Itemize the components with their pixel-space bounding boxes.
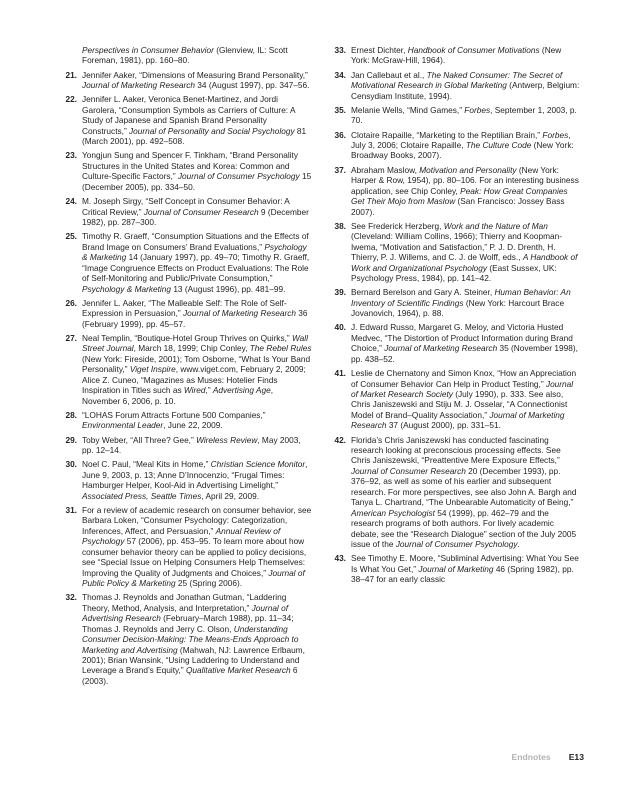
note-text: Toby Weber, “All Three? Gee,” Wireless Review, May 2003, pp. 12–14. — [82, 434, 301, 456]
endnote-38 — [331, 221, 581, 284]
note-number: 29. — [65, 434, 77, 445]
endnote-42 — [331, 435, 581, 550]
note-text: Clotaire Rapaille, “Marketing to the Reptilian Brain,” Forbes, July 3, 2006; Clotaire Rapaille, The Culture Code (New York: Broadway Books, 2007). — [351, 129, 574, 161]
note-number: 39. — [334, 287, 346, 298]
endnote-39 — [331, 287, 581, 318]
note-number: 37. — [334, 164, 346, 175]
endnote-21 — [62, 70, 312, 91]
note-text: Yongjun Sung and Spencer F. Tinkham, “Brand Personality Structures in the United States and Korea: Common and Culture-Specific Factors,” Journal of Consumer Psychology 15 (December 2005), pp. 334–50. — [82, 150, 312, 192]
endnote-32 — [62, 592, 312, 686]
note-number: 23. — [65, 150, 77, 161]
note-text: Neal Templin, “Boutique-Hotel Group Thrives on Quirks,” Wall Street Journal, March 18, 1999; Chip Conley, The Rebel Rules (New York: Fireside, 2001); Tom Osborne, “What Is Your Band Personality,” Viget Inspire, www.viget.com, February 2, 2009; Alice Z. Cuneo, “Magazines as Muses: Hotelier Finds Inspiration in Titles such as Wired,” Advertising Age, November 6, 2006, p. 10. — [82, 332, 312, 406]
note-number: 22. — [65, 94, 77, 105]
note-text: J. Edward Russo, Margaret G. Meloy, and Victoria Husted Medvec, “The Distortion of Product Information during Brand Choice,” Journal of Marketing Research 35 (November 1998), pp. 438–52. — [351, 322, 578, 364]
note-text: Perspectives in Consumer Behavior (Glenview, IL: Scott Foreman, 1981), pp. 160–80. — [82, 45, 288, 66]
note-number: 31. — [65, 504, 77, 515]
note-number: 27. — [65, 332, 77, 343]
endnote-27 — [62, 333, 312, 406]
footer-section-label: Endnotes — [511, 752, 551, 762]
note-number: 30. — [65, 459, 77, 470]
note-number: 24. — [65, 196, 77, 207]
note-number: 21. — [65, 69, 77, 80]
endnote-25 — [62, 231, 312, 294]
endnote-continued — [62, 45, 312, 66]
endnote-22 — [62, 94, 312, 146]
note-text: See Frederick Herzberg, Work and the Nature of Man (Cleveland: William Collins, 1966); Thierry and Koopman-Iwema, “Motivation and Satisfaction,” P. J. D. Drenth, H. Thierry, P. J. Willems, and C. J. de Wolff, eds., A Handbook of Work and Organizational Psychology (East Sussex, UK: Psychology Press, 1984), pp. 141–42. — [351, 220, 578, 284]
note-text: Melanie Wells, “Mind Games,” Forbes, September 1, 2003, p. 70. — [351, 104, 577, 126]
note-text: Jennifer L. Aaker, Veronica Benet-Martinez, and Jordi Garolera, “Consumption Symbols as Carriers of Culture: A Study of Japanese and Spanish Brand Personality Constructs,” Journal of Personality and Social Psychology 81 (March 2001), pp. 492–508. — [82, 94, 307, 147]
endnote-36 — [331, 130, 581, 161]
note-text: Noel C. Paul, “Meal Kits in Home,” Christian Science Monitor, June 9, 2003, p. 13; Anne D’Innocenzio, “Frugal Times: Hamburger Helper, Kool-Aid in Advertising Limelight,” Associated Press, Seattle Times, April 29, 2009. — [82, 459, 308, 501]
endnote-40 — [331, 322, 581, 364]
endnote-34 — [331, 70, 581, 101]
endnote-23 — [62, 150, 312, 192]
endnote-43 — [331, 553, 581, 584]
endnote-33 — [331, 45, 581, 66]
note-text: For a review of academic research on consumer behavior, see Barbara Loken, “Consumer Psychology: Categorization, Inferences, Affect, and Persuasion,” Annual Review of Psychology 57 (2006), pp. 453–95. To learn more about how consumer behavior theory can be applied to policy decisions, see “Special Issue on Helping Consumers Help Themselves: Improving the Quality of Judgments and Choices,” Journal of Public Policy & Marketing 25 (Spring 2006). — [82, 504, 312, 589]
endnote-37 — [331, 165, 581, 217]
note-text: Jennifer L. Aaker, “The Malleable Self: The Role of Self-Expression in Persuasion,” Journal of Marketing Research 36 (February 1999), pp. 45–57. — [82, 297, 308, 329]
note-number: 25. — [65, 231, 77, 242]
note-text: Thomas J. Reynolds and Jonathan Gutman, “Laddering Theory, Method, Analysis, and Interpretation,” Journal of Advertising Research (February–March 1988), pp. 11–34; Thomas J. Reynolds and Jerry C. Olson, Understanding Consumer Decision-Making: The Means-Ends Approach to Marketing and Advertising (Mahwah, NJ: Lawrence Erlbaum, 2001); Brian Wansink, “Using Laddering to Understand and Leverage a Brand’s Equity,” Qualitative Market Research 6 (2003). — [82, 592, 305, 686]
endnote-30 — [62, 459, 312, 501]
note-text: M. Joseph Sirgy, “Self Concept in Consumer Behavior: A Critical Review,” Journal of Consumer Research 9 (December 1982), pp. 287–300. — [82, 196, 309, 227]
note-text: Bernard Berelson and Gary A. Steiner, Human Behavior: An Inventory of Scientific Findings (New York: Harcourt Brace Jovanovich, 1964), p. 88. — [351, 287, 571, 319]
note-number: 38. — [334, 220, 346, 231]
endnote-24 — [62, 196, 312, 227]
note-number: 35. — [334, 104, 346, 115]
note-number: 43. — [334, 553, 346, 564]
note-text: Abraham Maslow, Motivation and Personality (New York: Harper & Row, 1954), pp. 80–106. For an interesting business application, see Chip Conley, Peak: How Great Companies Get Their Mojo from Maslow (San Francisco: Jossey Bass 2007). — [351, 164, 579, 217]
left-column — [62, 45, 312, 690]
note-number: 28. — [65, 409, 77, 420]
right-column — [331, 45, 581, 589]
note-text: See Timothy E. Moore, “Subliminal Advertising: What You See Is What You Get,” Journal of Marketing 46 (Spring 1982), pp. 38–47 for an early classic — [351, 553, 579, 585]
page-number: E13 — [568, 752, 584, 762]
endnote-41 — [331, 368, 581, 431]
note-number: 36. — [334, 129, 346, 140]
endnote-35 — [331, 105, 581, 126]
note-text: Jennifer Aaker, “Dimensions of Measuring Brand Personality,” Journal of Marketing Research 34 (August 1997), pp. 347–56. — [82, 69, 310, 91]
endnote-31 — [62, 505, 312, 589]
note-number: 41. — [334, 368, 346, 379]
note-number: 32. — [65, 592, 77, 603]
endnote-28 — [62, 410, 312, 431]
note-number: 33. — [334, 45, 346, 55]
note-number: 34. — [334, 69, 346, 80]
endnote-29 — [62, 435, 312, 456]
note-text: “LOHAS Forum Attracts Fortune 500 Companies,” Environmental Leader, June 22, 2009. — [82, 409, 266, 431]
note-text: Ernest Dichter, Handbook of Consumer Motivations (New York: McGraw-Hill, 1964). — [351, 45, 562, 66]
note-text: Timothy R. Graeff, “Consumption Situations and the Effects of Brand Image on Consumers’ Brand Evaluations,” Psychology & Marketing 14 (January 1997), pp. 49–70; Timothy R. Graeff, “Image Congruence Effects on Product Evaluations: The Role of Self-Monitoring and Public/Private Consumption,” Psychology & Marketing 13 (August 1996), pp. 481–99. — [82, 231, 310, 294]
page-footer — [512, 752, 584, 762]
note-number: 42. — [334, 434, 346, 445]
note-text: Florida’s Chris Janiszewski has conducted fascinating research looking at preconscious processing effects. See Chris Janiszewski, “Preattentive Mere Exposure Effects,” Journal of Consumer Research 20 (December 1993), pp. 376–92, as well as some of his earlier and subsequent research. For more perspectives, see also John A. Bargh and Tanya L. Chartrand, “The Unbearable Automaticity of Being,” American Psychologist 54 (1999), pp. 462–79 and the research programs of both authors. For lively academic debate, see the “Research Dialogue” section of the July 2005 issue of the Journal of Consumer Psychology. — [351, 434, 577, 550]
note-text: Jan Callebaut et al., The Naked Consumer: The Secret of Motivational Research in Global Marketing (Antwerp, Belgium: Censydiam Institute, 1994). — [351, 69, 580, 101]
endnote-26 — [62, 298, 312, 329]
note-number: 26. — [65, 297, 77, 308]
note-text: Leslie de Chernatony and Simon Knox, “How an Appreciation of Consumer Behavior Can Help in Product Testing,” Journal of Market Research Society (July 1990), p. 333. See also, Chris Janiszewski and Stiju M. J. Osselar, “A Connectionist Model of Brand–Quality Association,” Journal of Marketing Research 37 (August 2000), pp. 331–51. — [351, 368, 577, 431]
note-number: 40. — [334, 322, 346, 333]
